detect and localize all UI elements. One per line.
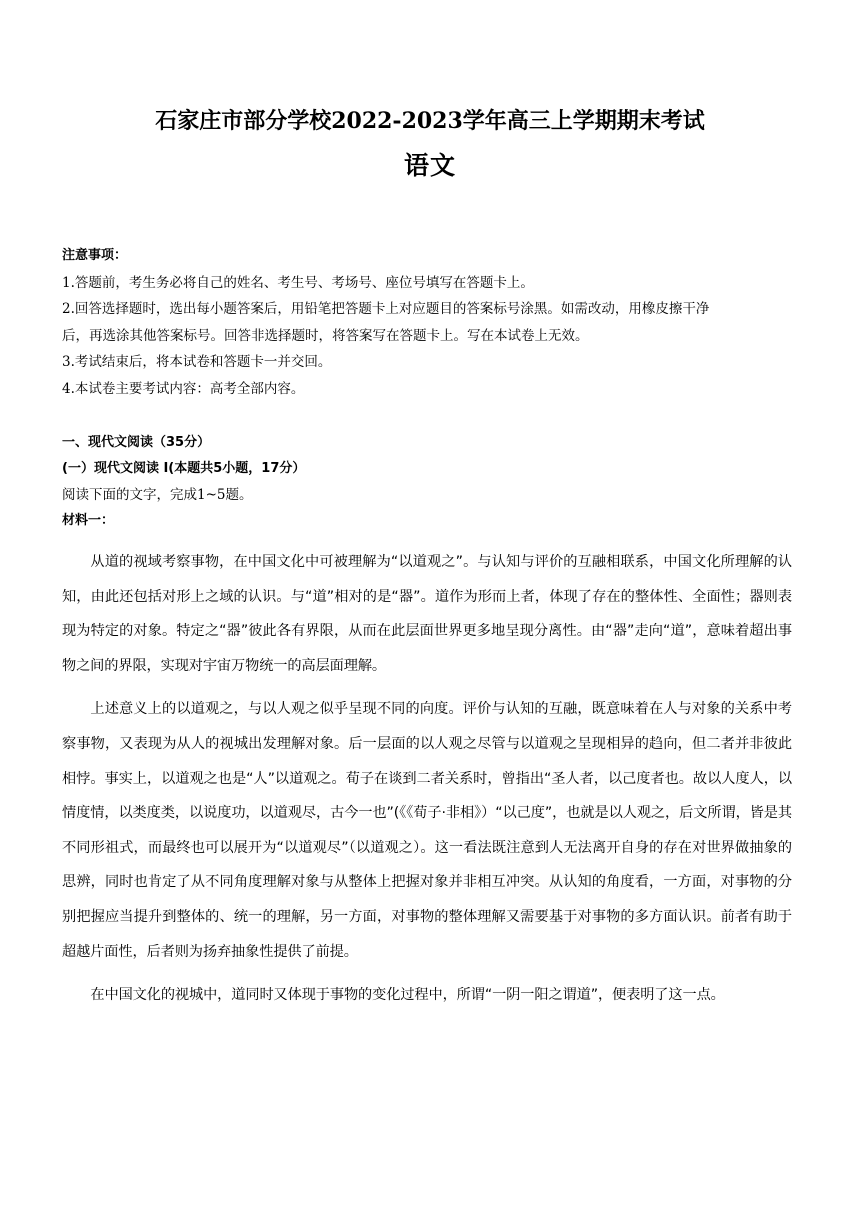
- section-instruction: 阅读下面的文字，完成1~5题。: [62, 487, 253, 503]
- reading-passage: [62, 545, 792, 1022]
- notice-item: 2.回答选择题时，选出每小题答案后，用铅笔把答题卡上对应题目的答案标号涂黑。如需改动，用橡皮擦干净: [62, 301, 710, 317]
- section-block: [62, 430, 802, 534]
- notice-item: 3.考试结束后，将本试卷和答题卡一并交回。: [62, 354, 332, 370]
- material-label: 材料一：: [62, 513, 115, 528]
- section-subheading: (一）现代文阅读 I(本题共5小题，17分）: [62, 461, 306, 476]
- notice-item: 4.本试卷主要考试内容：高考全部内容。: [62, 380, 305, 397]
- notice-block: [62, 243, 802, 402]
- passage-paragraph: 上述意义上的以道观之，与以人观之似乎呈现不同的向度。评价与认知的互融，既意味着在人与对象的关系中考察事物，又表现为从人的视城出发理解对象。后一层面的以人观之尽管与以道观之呈现相异的趋向，但二者并非彼此相悖。事实上，以道观之也是“人”以道观之。荀子在谈到二者关系时，曾指出“圣人者，以己度者也。故以人度人，以情度情，以类度类，以说度功，以道观尽，古今一也”(《《荀子·非相》）“以己度”，也就是以人观之，后文所谓，皆是其不同形祖式，而最终也可以展开为“以道观尽”（以道观之）。这一看法既注意到人无法离开自身的存在对世界做抽象的思辨，同时也肯定了从不同角度理解对象与从整体上把握对象并非相互冲突。从认知的角度看，一方面，对事物的分别把握应当提升到整体的、统一的理解，另一方面，对事物的整体理解又需要基于对事物的多方面认识。前者有助于超越片面性，后者则为扬弃抽象性提供了前提。: [62, 701, 792, 960]
- passage-paragraph: 在中国文化的视城中，道同时又体现于事物的变化过程中，所谓“一阴一阳之谓道”，便表明了这一点。: [90, 987, 725, 1004]
- notice-heading: 注意事项：: [62, 248, 128, 263]
- section-heading: 一、现代文阅读（35分）: [62, 435, 211, 450]
- notice-item: 1.答题前，考生务必将自己的姓名、考生号、考场号、座位号填写在答题卡上。: [62, 274, 534, 291]
- notice-item: 后，再选涂其他答案标号。回答非选择题时，将答案写在答题卡上。写在本试卷上无效。: [62, 327, 589, 344]
- subject-title: 语文: [403, 151, 456, 180]
- passage-paragraph: 从道的视域考察事物，在中国文化中可被理解为“以道观之”。与认知与评价的互融相联系，中国文化所理解的认知，由此还包括对形上之域的认识。与“道”相对的是“器”。道作为形而上者，体现了存在的整体性、全面性；器则表现为特定的对象。特定之“器”彼此各有界限，从而在此层面世界更多地呈现分离性。由“器”走向“道”，意味着超出事物之间的界限，实现对宇宙万物统一的高层面理解。: [62, 554, 792, 674]
- exam-title: 石家庄市部分学校2022-2023学年高三上学期期末考试: [155, 108, 705, 134]
